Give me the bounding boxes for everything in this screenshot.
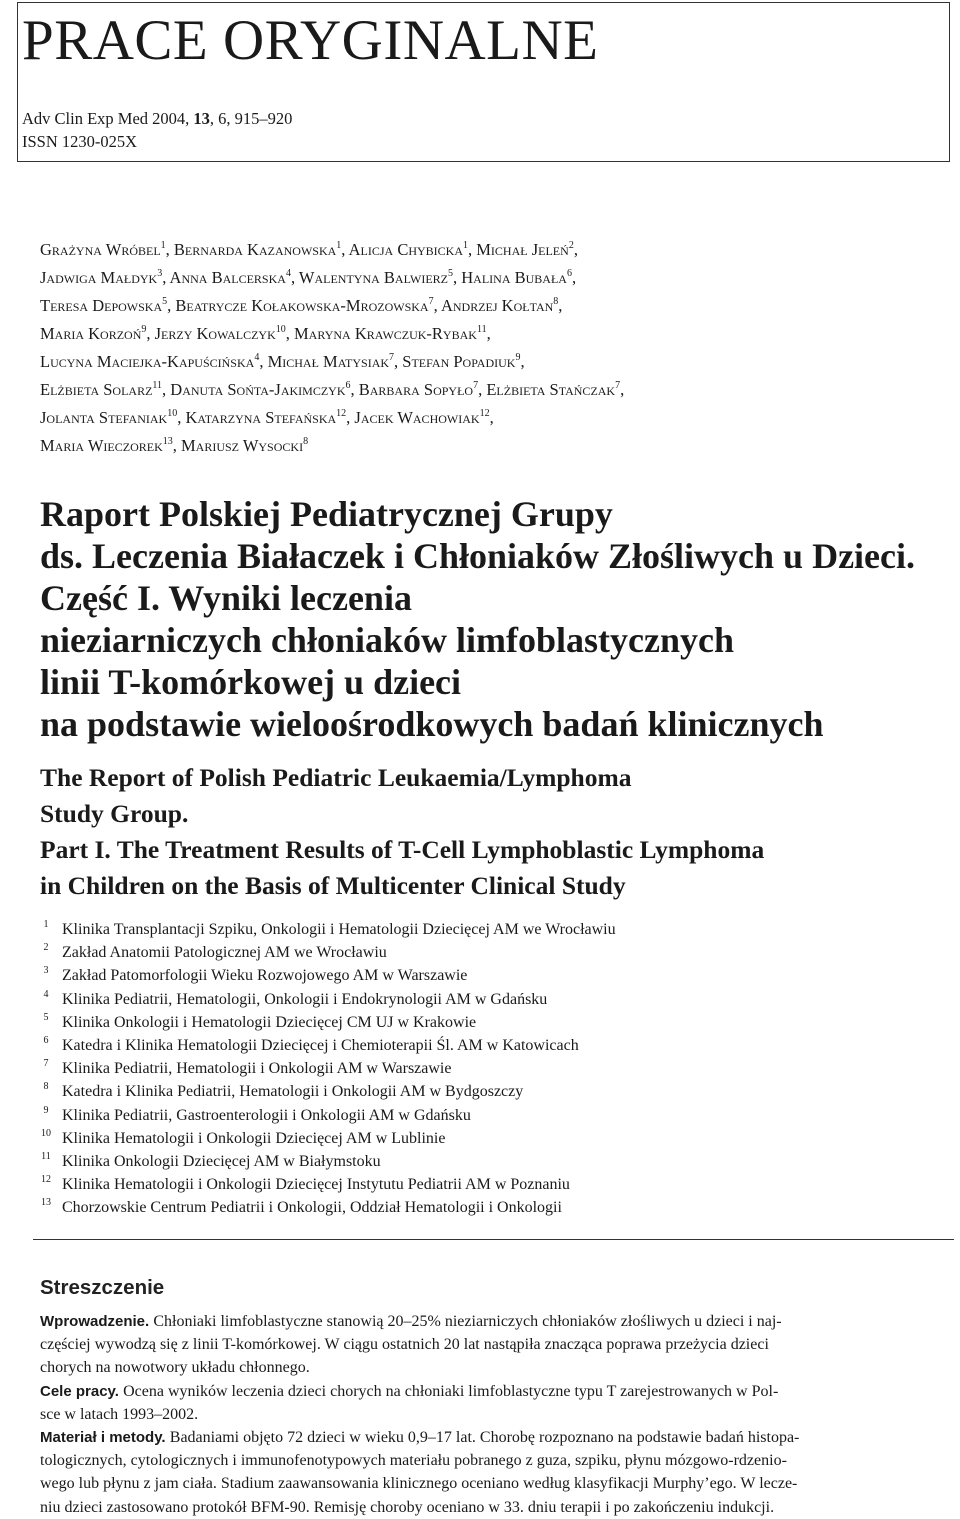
author-name: [40, 436, 173, 455]
affiliation-text: Katedra i Klinika Pediatrii, Hematologii i Onkologii AM w Bydgoszczy: [62, 1083, 524, 1101]
author-affiliation-mark: 2: [568, 240, 574, 251]
affiliation-text: Klinika Pediatrii, Hematologii i Onkologii AM w Warszawie: [62, 1060, 452, 1078]
author-name: [181, 436, 308, 455]
author-name-text: Bernarda Kazanowska: [173, 240, 337, 259]
abstract-text: sce w latach 1993–2002.: [40, 1405, 199, 1423]
author-line: Elżbieta Solarz$^{11}$, Danuta Sońta-Jakimczyk$^6$, Barbara Sopyło$^7$, Elżbieta Stańczak$^7$,: [40, 380, 625, 399]
abstract-text: Ocena wyników leczenia dzieci chorych na chłoniaki limfoblastyczne typu T zarejestrowanych w Pol-: [123, 1382, 779, 1400]
author-name: [359, 380, 478, 399]
affiliation-number: 11: [41, 1151, 51, 1163]
affiliation-text: Klinika Pediatrii, Gastroenterologii i Onkologii AM w Gdańsku: [62, 1106, 471, 1124]
author-name-text: Halina Bubała: [461, 268, 567, 287]
author-affiliation-mark: 11: [152, 380, 163, 391]
author-name: [299, 268, 453, 287]
author-name-text: Jacek Wachowiak: [354, 408, 480, 427]
author-name: [294, 324, 487, 343]
author-affiliation-mark: 7: [389, 352, 395, 363]
abstract-line: [40, 1403, 952, 1426]
author-affiliation-mark: 9: [141, 324, 147, 335]
affiliation-text: Chorzowskie Centrum Pediatrii i Onkologii, Oddział Hematologii i Onkologii: [62, 1199, 562, 1217]
author-name: [402, 352, 520, 371]
title-polish-line: ds. Leczenia Białaczek i Chłoniaków Złośliwych u Dzieci.: [40, 536, 916, 576]
author-affiliation-mark: 5: [448, 268, 454, 279]
affiliation-text: Klinika Transplantacji Szpiku, Onkologii i Hematologii Dziecięcej AM we Wrocławiu: [62, 921, 616, 938]
affiliation-number: 9: [43, 1104, 49, 1116]
title-polish-line: linii T-komórkowej u dzieci: [40, 662, 462, 702]
abstract-text: Badaniami objęto 72 dzieci w wieku 0,9–17 lat. Chorobę rozpoznano na podstawie badań histopa-: [169, 1429, 800, 1447]
affiliation-item: [36, 1057, 936, 1080]
author-line: Grażyna Wróbel$^1$, Bernarda Kazanowska$^1$, Alicja Chybicka$^1$, Michał Jeleń$^2$,: [40, 240, 578, 259]
abstract-text: niu dzieci zastosowano protokół BFM-90. Remisję choroby oceniano w 33. dniu terapii i po zakończeniu indukcji.: [40, 1498, 775, 1516]
author-name: [155, 324, 286, 343]
author-name-text: Stefan Popadiuk: [402, 352, 516, 371]
author-name: [40, 408, 177, 427]
abstract-line: [40, 1426, 952, 1449]
abstract-section-label: Materiał i metody.: [40, 1429, 170, 1447]
author-affiliation-mark: 1: [336, 240, 342, 251]
abstract-line: [40, 1472, 952, 1495]
author-affiliation-mark: 6: [566, 268, 572, 279]
affiliation-number: 13: [41, 1197, 51, 1209]
author-affiliation-mark: 1: [160, 240, 166, 251]
affiliation-number: 3: [43, 965, 49, 977]
author-name: [40, 352, 259, 371]
author-name-text: Michał Jeleń: [476, 240, 569, 259]
abstract-text: wego lub płynu z jam ciała. Stadium zaawansowania klinicznego oceniano według klasyfikacji Murphy’ego. W lecze-: [40, 1475, 798, 1493]
affiliation-item: [36, 941, 936, 964]
author-line: Jolanta Stefaniak$^{10}$, Katarzyna Stefańska$^{12}$, Jacek Wachowiak$^{12}$,: [40, 408, 494, 427]
author-affiliation-mark: 7: [615, 380, 621, 391]
abstract-section-label: Wprowadzenie.: [40, 1313, 154, 1330]
author-name: [170, 268, 291, 287]
author-name: [40, 324, 146, 343]
author-name: [461, 268, 572, 287]
author-name-text: Barbara Sopyło: [358, 380, 474, 399]
author-affiliation-mark: 10: [167, 408, 178, 419]
author-name-text: Jolanta Stefaniak: [40, 408, 168, 427]
abstract-body: [40, 1310, 952, 1519]
abstract-text: częściej wywodzą się z linii T-komórkowej. W ciągu ostatnich 20 lat nastąpiła znacząca poprawa przeżycia dzieci: [40, 1336, 769, 1354]
author-affiliation-mark: 8: [303, 436, 309, 447]
author-name-text: Andrzej Kołtan: [440, 296, 554, 315]
abstract-line: [40, 1310, 952, 1333]
affiliation-number: 6: [43, 1035, 49, 1047]
abstract-section-label: Cele pracy.: [40, 1382, 124, 1400]
affiliation-item: [36, 1196, 936, 1219]
affiliation-number: 7: [43, 1058, 49, 1070]
journal-citation: [22, 107, 292, 153]
title-polish-line: Część I. Wyniki leczenia: [40, 578, 412, 618]
abstract-heading: Streszczenie: [40, 1276, 165, 1299]
affiliation-number: 8: [43, 1081, 49, 1093]
affiliation-text: Klinika Hematologii i Onkologii Dziecięcej Instytutu Pediatrii AM w Poznaniu: [62, 1176, 570, 1194]
author-name-text: Katarzyna Stefańska: [185, 408, 337, 427]
author-line: Lucyna Maciejka-Kapuścińska$^4$, Michał Matysiak$^7$, Stefan Popadiuk$^9$,: [40, 352, 525, 371]
author-name: [40, 240, 166, 259]
affiliation-text: Klinika Hematologii i Onkologii Dziecięcej AM w Lublinie: [62, 1129, 446, 1147]
author-name: [349, 240, 468, 259]
title-polish-line: Raport Polskiej Pediatrycznej Grupy: [40, 494, 613, 534]
author-affiliation-mark: 9: [515, 352, 521, 363]
affiliation-item: [36, 988, 936, 1011]
affiliation-text: Zakład Anatomii Patologicznej AM we Wrocławiu: [62, 944, 387, 962]
abstract-line: [40, 1356, 952, 1379]
affiliation-number: 10: [41, 1127, 51, 1139]
section-label: PRACE ORYGINALNE: [22, 9, 599, 72]
author-name-text: Maria Korzoń: [40, 324, 142, 343]
affiliation-item: [36, 1104, 936, 1127]
author-affiliation-mark: 3: [157, 268, 163, 279]
title-polish: [40, 493, 955, 745]
author-affiliation-mark: 11: [476, 324, 487, 335]
author-name: [441, 296, 558, 315]
title-english-line: in Children on the Basis of Multicenter Clinical Study: [40, 871, 626, 900]
author-name-text: Jerzy Kowalczyk: [154, 324, 276, 343]
abstract-line: [40, 1449, 952, 1472]
author-line: Maria Korzoń$^9$, Jerzy Kowalczyk$^{10}$, Maryna Krawczuk-Rybak$^{11}$,: [40, 324, 491, 343]
author-name: [40, 380, 162, 399]
author-name-text: Elżbieta Stańczak: [486, 380, 616, 399]
author-name: [185, 408, 346, 427]
abstract-text: tologicznych, cytologicznych i immunofenotypowych materiału pobranego z guza, szpiku, płynu mózgowo-rdzenio-: [40, 1452, 787, 1470]
title-polish-line: na podstawie wieloośrodkowych badań klinicznych: [40, 704, 824, 744]
author-affiliation-mark: 13: [162, 436, 173, 447]
affiliation-item: [36, 1127, 936, 1150]
abstract-line: [40, 1380, 952, 1403]
title-polish-line: nieziarniczych chłoniaków limfoblastycznych: [40, 620, 734, 660]
affiliation-text: Katedra i Klinika Hematologii Dziecięcej i Chemioterapii Śl. AM w Katowicach: [62, 1037, 579, 1055]
author-name-text: Mariusz Wysocki: [180, 436, 304, 455]
author-name-text: Elżbieta Solarz: [40, 380, 153, 399]
title-english-line: Study Group.: [40, 799, 189, 828]
author-name-text: Maryna Krawczuk-Rybak: [294, 324, 477, 343]
affiliation-text: Klinika Onkologii Dziecięcej AM w Białymstoku: [62, 1153, 381, 1171]
author-name: [268, 352, 394, 371]
affiliation-text: Zakład Patomorfologii Wieku Rozwojowego AM w Warszawie: [62, 967, 468, 985]
affiliation-text: Klinika Pediatrii, Hematologii, Onkologii i Endokrynologii AM w Gdańsku: [62, 990, 548, 1008]
affiliation-item: [36, 964, 936, 987]
journal-line: [22, 107, 292, 130]
title-english: [40, 760, 955, 904]
affiliation-item: [36, 1080, 936, 1103]
author-name-text: Michał Matysiak: [267, 352, 390, 371]
affiliation-item: [36, 918, 936, 941]
author-name: [354, 408, 489, 427]
author-affiliation-mark: 6: [345, 380, 351, 391]
author-affiliation-mark: 4: [254, 352, 260, 363]
author-name-text: Danuta Sońta-Jakimczyk: [170, 380, 346, 399]
author-name-text: Walentyna Balwierz: [298, 268, 449, 287]
author-name: [40, 296, 167, 315]
author-affiliation-mark: 4: [285, 268, 291, 279]
author-affiliation-mark: 7: [428, 296, 434, 307]
affiliation-item: [36, 1173, 936, 1196]
affiliation-item: [36, 1150, 936, 1173]
author-name-text: Teresa Depowska: [40, 296, 163, 315]
author-line: Jadwiga Małdyk$^3$, Anna Balcerska$^4$, Walentyna Balwierz$^5$, Halina Bubała$^6$,: [40, 268, 577, 287]
affiliation-item: [36, 1011, 936, 1034]
affiliation-list: [36, 918, 936, 1220]
journal-volume: 13: [193, 109, 210, 128]
affiliation-number: 1: [43, 919, 49, 930]
author-affiliation-mark: 10: [275, 324, 286, 335]
affiliation-number: 4: [43, 988, 49, 1000]
author-name-text: Jadwiga Małdyk: [40, 268, 158, 287]
author-line: Maria Wieczorek$^{13}$, Mariusz Wysocki$^8$: [40, 436, 309, 455]
title-english-line: The Report of Polish Pediatric Leukaemia/Lymphoma: [40, 763, 632, 792]
author-name: [486, 380, 620, 399]
author-affiliation-mark: 12: [479, 408, 490, 419]
abstract-text: chorych na nowotwory układu chłonnego.: [40, 1359, 310, 1377]
affiliation-number: 2: [43, 942, 49, 954]
journal-pages: , 6, 915–920: [209, 109, 293, 128]
author-name: [40, 268, 162, 287]
section-divider: [33, 1239, 954, 1240]
author-name: [170, 380, 350, 399]
issn: ISSN 1230-025X: [22, 132, 138, 151]
journal-prefix: Adv Clin Exp Med 2004,: [22, 109, 194, 128]
author-affiliation-mark: 7: [473, 380, 479, 391]
author-name-text: Alicja Chybicka: [348, 240, 464, 259]
author-name-text: Grażyna Wróbel: [40, 240, 161, 259]
author-name-text: Maria Wieczorek: [40, 436, 163, 455]
author-affiliation-mark: 5: [162, 296, 168, 307]
title-english-line: Part I. The Treatment Results of T-Cell Lymphoblastic Lymphoma: [40, 835, 765, 864]
author-name: [174, 240, 341, 259]
author-affiliation-mark: 12: [336, 408, 347, 419]
affiliation-number: 12: [41, 1174, 51, 1186]
affiliation-item: [36, 1034, 936, 1057]
author-name: [476, 240, 574, 259]
abstract-text: Chłoniaki limfoblastyczne stanowią 20–25% nieziarniczych chłoniaków złośliwych u dzieci i naj-: [153, 1313, 782, 1330]
author-affiliation-mark: 1: [463, 240, 469, 251]
abstract-line: [40, 1333, 952, 1356]
affiliation-number: 5: [43, 1011, 49, 1023]
author-affiliation-mark: 8: [553, 296, 559, 307]
author-line: Teresa Depowska$^5$, Beatrycze Kołakowska-Mrozowska$^7$, Andrzej Kołtan$^8$,: [40, 296, 563, 315]
author-name-text: Beatrycze Kołakowska-Mrozowska: [175, 296, 429, 315]
author-name-text: Anna Balcerska: [169, 268, 286, 287]
author-list: [40, 236, 955, 460]
affiliation-text: Klinika Onkologii i Hematologii Dziecięcej CM UJ w Krakowie: [62, 1013, 477, 1031]
author-name: [175, 296, 433, 315]
abstract-line: [40, 1496, 952, 1519]
author-name-text: Lucyna Maciejka-Kapuścińska: [40, 352, 255, 371]
